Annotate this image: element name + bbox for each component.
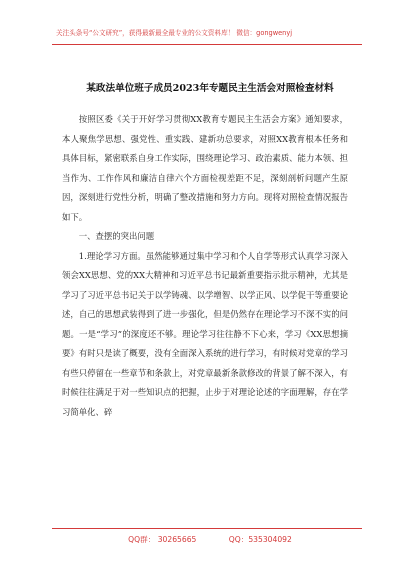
document-title: 某政法单位班子成员2023年专题民主生活会对照检查材料 xyxy=(86,83,334,94)
paragraph-intro: 按照区委《关于开好学习贯彻XX教育专题民主生活会方案》通知要求，本人聚焦学思想、强党性、重实践、建新功总要求，对照XX教育根本任务和具体目标，紧密联系自身工作实际，围绕理论学习、政治素质、能力本领、担当作为、工作作风和廉洁自律六个方面检视差距不足，深刻剖析问题产生原因，深刻进行党性分析，明确了整改措施和努力方向。现将对照检查情况报告如下。 xyxy=(62,114,348,222)
paragraph-theory-study: 1.理论学习方面。虽然能够通过集中学习和个人自学等形式认真学习深入领会XX思想、党的XX大精神和习近平总书记最新重要指示批示精神，尤其是学习了习近平总书记关于以学铸魂、以学增智、以学正风、以学促干等重要论述，自己的思想武装得到了进一步强化，但是仍然存在理论学习不深不实的问题。一是“学习”的深度还不够。理论学习往往静不下心来，学习《XX思想摘要》有时只是读了概要，没有全面深入系统的进行学习，有时候对党章的学习有些只停留在一些章节和条款上，对党章最新条款修改的背景了解不深入，有时候往往满足于对一些知识点的把握，止步于对理论论述的字面理解，存在学习简单化、碎 xyxy=(62,250,348,417)
footer-qq-group: QQ群： 30265665 xyxy=(128,535,197,544)
section-heading: 一、查摆的突出问题 xyxy=(78,231,155,241)
footer-divider xyxy=(52,528,362,529)
header-banner: 关注头条号“公文研究”，获得最新最全最专业的公文资料库！ 微信：gongwenyj xyxy=(56,29,293,37)
footer-qq-contact: QQ：535304092 xyxy=(228,535,292,544)
document-body xyxy=(62,110,348,422)
footer xyxy=(100,533,320,547)
header-divider xyxy=(52,44,362,45)
